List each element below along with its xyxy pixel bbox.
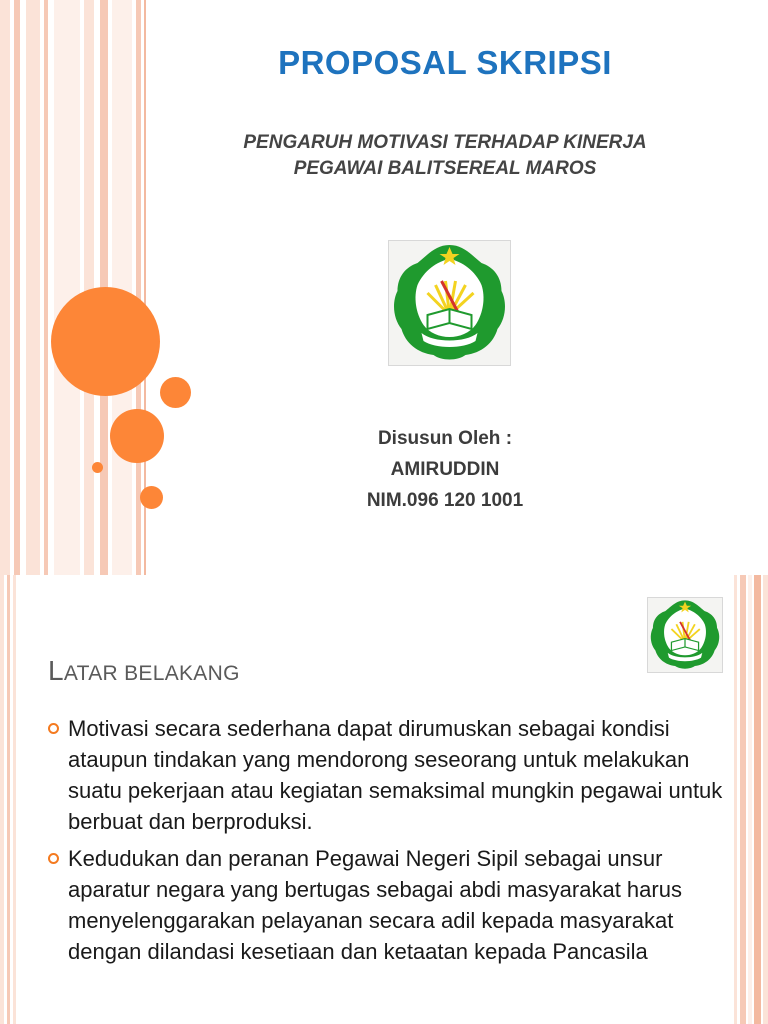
ministry-emblem-icon: [647, 597, 723, 673]
left-stripe-decoration: [14, 0, 20, 575]
decorative-circle: [160, 377, 191, 408]
left-stripe-decoration: [54, 0, 80, 575]
left-stripe-decoration: [44, 0, 48, 575]
author-name: AMIRUDDIN: [390, 459, 500, 480]
list-item: [40, 713, 740, 837]
bullet-circle-icon: [48, 853, 59, 864]
left-stripe-decoration: [26, 0, 40, 575]
list-item: [40, 843, 740, 967]
left-stripe-decoration: [0, 0, 10, 575]
ministry-emblem-icon: [388, 240, 511, 366]
content-slide: [0, 575, 768, 1024]
emblem-graphic: [389, 241, 510, 365]
right-stripe-decoration: [754, 575, 761, 1024]
left-stripe-decoration: [7, 575, 10, 1024]
right-stripe-decoration: [748, 575, 752, 1024]
slide-subtitle: [130, 130, 760, 182]
decorative-circle: [51, 287, 160, 396]
left-stripe-decoration: [0, 575, 4, 1024]
left-stripe-decoration: [13, 575, 16, 1024]
right-stripe-decoration: [763, 575, 768, 1024]
slide-title: PROPOSAL SKRIPSI: [278, 44, 612, 81]
author-label: Disusun Oleh :: [377, 428, 513, 449]
subtitle-line: PENGARUH MOTIVASI TERHADAP KINERJA: [243, 132, 647, 153]
bullet-text: Motivasi secara sederhana dapat dirumuskan sebagai kondisi ataupun tindakan yang mendorong seseorang untuk melakukan suatu pekerjaan atau kegiatan semaksimal mungkin pegawai untuk berbuat dan berproduksi.: [68, 716, 723, 834]
subtitle-line: PEGAWAI BALITSEREAL MAROS: [293, 158, 597, 179]
student-id: NIM.096 120 1001: [366, 490, 524, 511]
bullet-text: Kedudukan dan peranan Pegawai Negeri Sipil sebagai unsur aparatur negara yang bertugas sebagai abdi masyarakat harus menyelenggarakan pelayanan secara adil kepada masyarakat dengan dilandasi kesetiaan dan ketaatan kepada Pancasila: [68, 846, 682, 964]
decorative-circle: [92, 462, 103, 473]
slide-heading: [48, 655, 240, 687]
left-stripe-decoration: [136, 0, 141, 575]
right-stripe-decoration: [740, 575, 746, 1024]
heading-initial: L: [48, 655, 64, 686]
bullet-list: [40, 713, 740, 973]
emblem-graphic: [648, 598, 722, 672]
bullet-circle-icon: [48, 723, 59, 734]
heading-rest: ATAR BELAKANG: [63, 662, 240, 685]
